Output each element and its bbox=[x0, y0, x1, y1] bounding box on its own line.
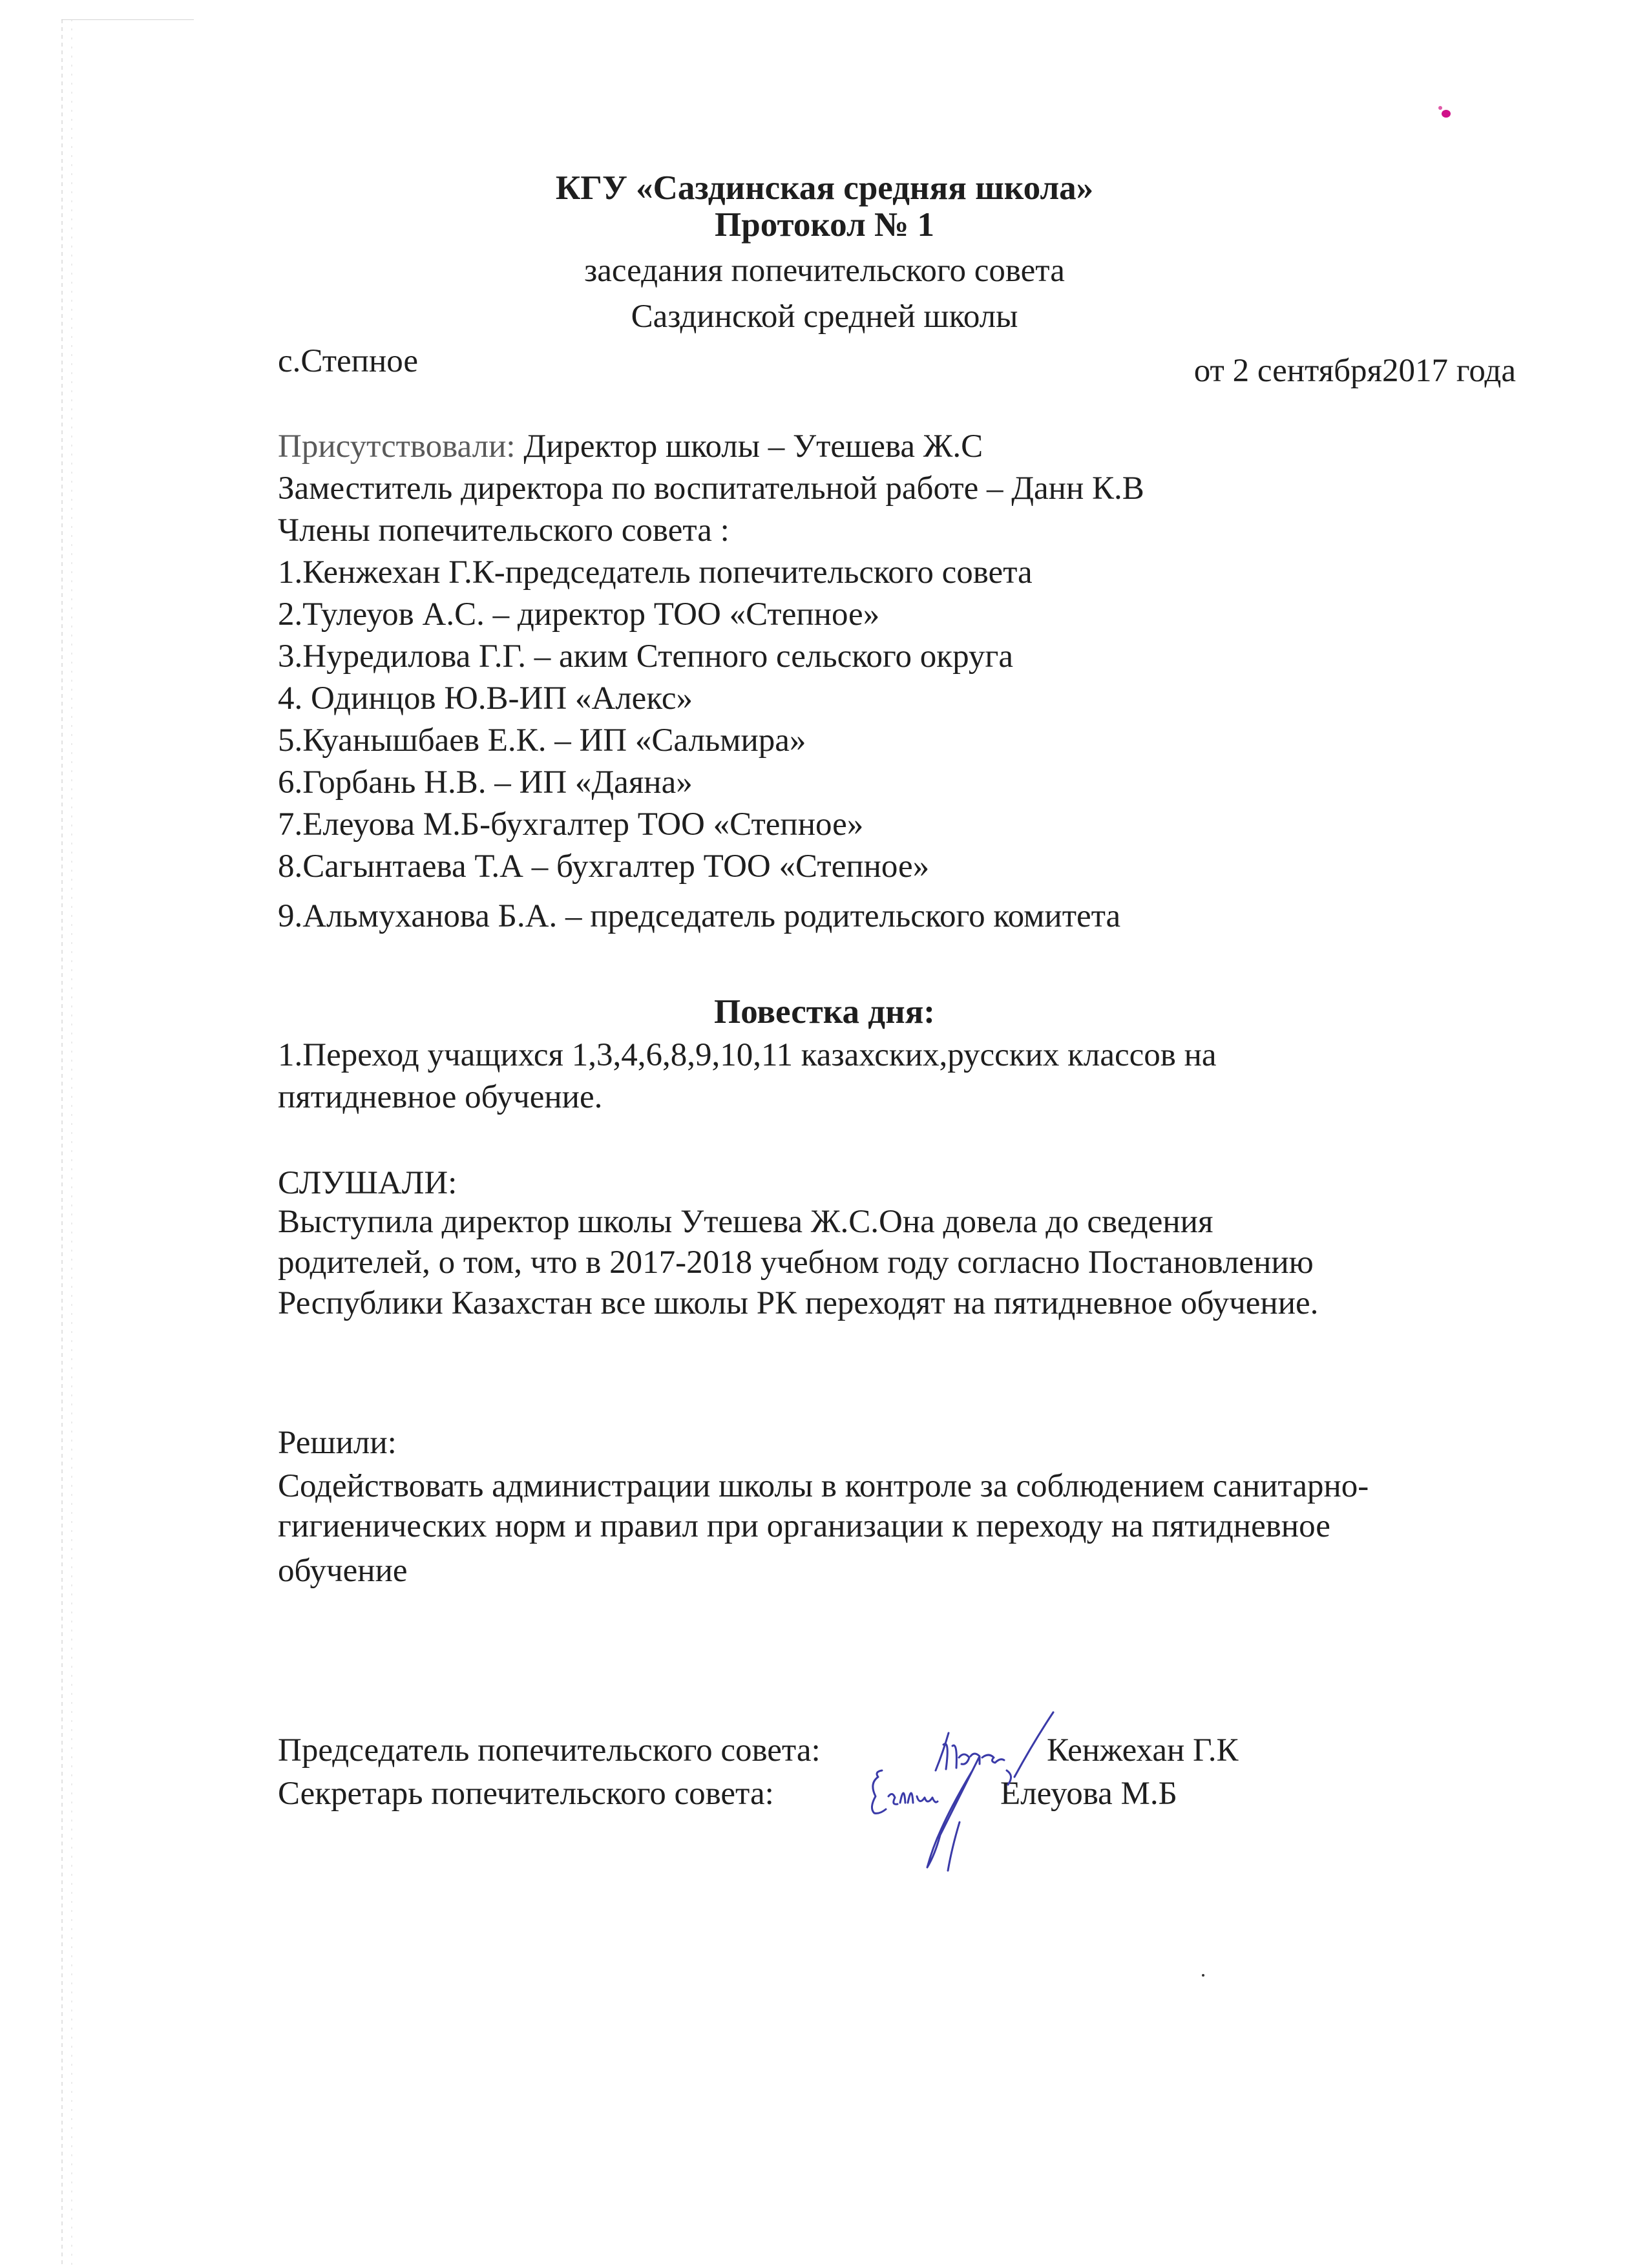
decided-line: Содействовать администрации школы в контроле за соблюдением санитарно- bbox=[278, 1468, 1369, 1504]
member-item: 4. Одинцов Ю.В-ИП «Алекс» bbox=[278, 680, 693, 717]
ink-mark bbox=[1442, 110, 1451, 118]
place: с.Степное bbox=[278, 343, 418, 379]
decided-heading: Решили: bbox=[278, 1425, 397, 1461]
heard-line: Республики Казахстан все школы РК переходят на пятидневное обучение. bbox=[278, 1285, 1319, 1321]
protocol-title: Протокол № 1 bbox=[715, 206, 934, 244]
heard-line: Выступила директор школы Утешева Ж.С.Она довела до сведения bbox=[278, 1204, 1213, 1240]
secretary-label: Секретарь попечительского совета: bbox=[278, 1776, 774, 1812]
heard-heading: СЛУШАЛИ: bbox=[278, 1165, 457, 1201]
attendance-deputy: Заместитель директора по воспитательной работе – Данн К.В bbox=[278, 470, 1144, 507]
member-item: 7.Елеуова М.Б-бухгалтер ТОО «Степное» bbox=[278, 806, 864, 843]
scan-edge-left bbox=[61, 19, 63, 2268]
organization-title: КГУ «Саздинская средняя школа» bbox=[555, 169, 1094, 207]
agenda-line: пятидневное обучение. bbox=[278, 1079, 603, 1115]
chairman-name: Кенжехан Г.К bbox=[1047, 1732, 1239, 1769]
agenda-line: 1.Переход учащихся 1,3,4,6,8,9,10,11 казахских,русских классов на bbox=[278, 1037, 1217, 1073]
attendance-label: Присутствовали: bbox=[278, 428, 516, 465]
scan-speck bbox=[1202, 1974, 1204, 1977]
member-item: 9.Альмуханова Б.А. – председатель родительского комитета bbox=[278, 898, 1121, 934]
heard-line: родителей, о том, что в 2017-2018 учебном году согласно Постановлению bbox=[278, 1244, 1314, 1281]
member-item: 1.Кенжехан Г.К-председатель попечительского совета bbox=[278, 554, 1033, 591]
school-subtitle: Саздинской средней школы bbox=[631, 299, 1018, 335]
scan-edge-top bbox=[61, 19, 194, 20]
member-item: 3.Нуредилова Г.Г. – аким Степного сельского округа bbox=[278, 638, 1013, 675]
ink-mark-small bbox=[1438, 106, 1442, 110]
agenda-heading: Повестка дня: bbox=[714, 993, 935, 1031]
member-item: 2.Тулеуов А.С. – директор ТОО «Степное» bbox=[278, 596, 880, 633]
member-item: 6.Горбань Н.В. – ИП «Даяна» bbox=[278, 764, 693, 801]
attendance-line bbox=[278, 430, 983, 463]
chairman-label: Председатель попечительского совета: bbox=[278, 1732, 821, 1769]
secretary-name: Елеуова М.Б bbox=[1000, 1776, 1177, 1812]
members-heading: Члены попечительского совета : bbox=[278, 512, 730, 549]
decided-line: гигиенических норм и правил при организации к переходу на пятидневное bbox=[278, 1508, 1330, 1544]
decided-line: обучение bbox=[278, 1553, 408, 1589]
date: от 2 сентября2017 года bbox=[1193, 353, 1516, 389]
member-item: 5.Куанышбаев Е.К. – ИП «Сальмира» bbox=[278, 722, 806, 759]
scan-edge-left-inner bbox=[71, 19, 72, 2268]
secretary-signature bbox=[863, 1758, 1018, 1874]
attendance-director: Директор школы – Утешева Ж.С bbox=[515, 428, 983, 465]
member-item: 8.Сагынтаева Т.А – бухгалтер ТОО «Степное» bbox=[278, 848, 930, 885]
meeting-subtitle: заседания попечительского совета bbox=[584, 253, 1065, 289]
